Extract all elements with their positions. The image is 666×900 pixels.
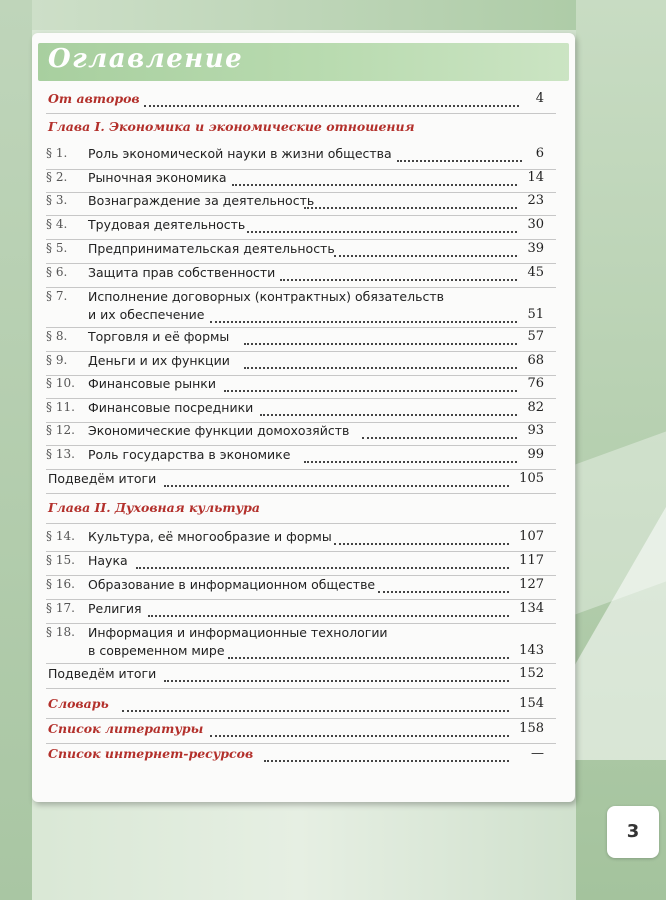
entry-label: Список интернет-ресурсов <box>48 746 254 761</box>
leader-dots <box>232 172 517 186</box>
entry-page: 143 <box>519 643 544 658</box>
toc-entry[interactable] <box>32 601 575 623</box>
divider <box>46 523 556 524</box>
divider <box>46 239 556 240</box>
toc-entry[interactable] <box>32 553 575 575</box>
entry-page: 134 <box>519 601 544 616</box>
entry-page: 30 <box>527 217 544 232</box>
divider <box>46 327 556 328</box>
leader-dots <box>264 748 509 762</box>
entry-label: Деньги и их функции <box>88 353 230 368</box>
section-number: § 5. <box>46 241 68 255</box>
toc-entry[interactable] <box>32 241 575 263</box>
toc-entry[interactable] <box>32 289 575 329</box>
section-number: § 10. <box>46 376 75 390</box>
leader-dots <box>210 309 517 323</box>
toc-entry[interactable] <box>32 265 575 287</box>
leader-dots <box>304 195 517 209</box>
toc-entry[interactable] <box>32 376 575 398</box>
entry-label: Финансовые посредники <box>88 400 254 415</box>
entry-page: 45 <box>527 265 544 280</box>
entry-page: 117 <box>519 553 544 568</box>
chapter-title: Глава II. Духовная культура <box>48 500 260 515</box>
entry-label: Список литературы <box>48 721 204 736</box>
toc-entry[interactable] <box>32 423 575 445</box>
entry-label: Трудовая деятельность <box>88 217 246 232</box>
divider <box>46 215 556 216</box>
section-number: § 16. <box>46 577 75 591</box>
leader-dots <box>244 331 517 345</box>
chapter-heading[interactable] <box>32 500 575 522</box>
toc-entry[interactable] <box>32 529 575 551</box>
toc-card <box>32 33 575 802</box>
toc-entry[interactable] <box>32 721 575 743</box>
entry-page: 76 <box>527 376 544 391</box>
toc-entry[interactable] <box>32 329 575 351</box>
entry-page: — <box>531 746 544 761</box>
entry-label: Исполнение договорных (контрактных) обязательств <box>88 289 444 304</box>
leader-dots <box>334 243 517 257</box>
section-number: § 13. <box>46 447 75 461</box>
section-number: § 14. <box>46 529 75 543</box>
toc-entry[interactable] <box>32 625 575 665</box>
entry-page: 107 <box>519 529 544 544</box>
entry-label: Предпринимательская деятельность <box>88 241 335 256</box>
entry-label: Образование в информационном обществе <box>88 577 376 592</box>
toc-entry[interactable] <box>32 193 575 215</box>
leader-dots <box>280 267 517 281</box>
section-number: § 17. <box>46 601 75 615</box>
entry-label: Наука <box>88 553 128 568</box>
entry-label-continued: в современном мире <box>88 643 225 658</box>
leader-dots <box>247 219 517 233</box>
entry-label: Роль экономической науки в жизни общества <box>88 146 392 161</box>
toc-entry[interactable] <box>32 471 575 493</box>
section-number: § 4. <box>46 217 68 231</box>
section-number: § 2. <box>46 170 68 184</box>
entry-page: 23 <box>527 193 544 208</box>
divider <box>46 623 556 624</box>
entry-page: 105 <box>519 471 544 486</box>
toc-entry[interactable] <box>32 447 575 469</box>
entry-page: 152 <box>519 666 544 681</box>
leader-dots <box>397 148 522 162</box>
entry-page: 82 <box>527 400 544 415</box>
section-number: § 6. <box>46 265 68 279</box>
entry-page: 93 <box>527 423 544 438</box>
divider <box>46 688 556 689</box>
leader-dots <box>362 425 517 439</box>
divider <box>46 575 556 576</box>
page-number: 3 <box>607 806 659 858</box>
entry-label: Торговля и её формы <box>88 329 230 344</box>
entry-page: 127 <box>519 577 544 592</box>
toc-entry[interactable] <box>32 696 575 718</box>
entry-page: 158 <box>519 721 544 736</box>
section-number: § 7. <box>46 289 68 303</box>
section-number: § 15. <box>46 553 75 567</box>
entry-label: Словарь <box>48 696 109 711</box>
entry-page: 99 <box>527 447 544 462</box>
toc-header <box>38 43 569 81</box>
divider <box>46 599 556 600</box>
divider <box>46 493 556 494</box>
leader-dots <box>224 378 517 392</box>
leader-dots <box>260 402 517 416</box>
toc-entry[interactable] <box>32 577 575 599</box>
toc-entry[interactable] <box>32 217 575 239</box>
entry-page: 4 <box>535 91 544 106</box>
entry-page: 6 <box>535 146 544 161</box>
leader-dots <box>164 668 509 682</box>
divider <box>46 113 556 114</box>
leader-dots <box>304 449 517 463</box>
toc-entry[interactable] <box>32 146 575 168</box>
divider <box>46 469 556 470</box>
divider <box>46 263 556 264</box>
entry-label: Религия <box>88 601 142 616</box>
leader-dots <box>122 698 509 712</box>
section-number: § 12. <box>46 423 75 437</box>
background-band-top <box>0 0 666 30</box>
entry-label: Культура, её многообразие и формы <box>88 529 332 544</box>
section-number: § 1. <box>46 146 68 160</box>
toc-entry[interactable] <box>32 170 575 192</box>
toc-title: Оглавление <box>48 44 244 74</box>
entry-label: Экономические функции домохозяйств <box>88 423 350 438</box>
divider <box>46 551 556 552</box>
entry-label: Защита прав собственности <box>88 265 276 280</box>
leader-dots <box>378 579 509 593</box>
entry-label: От авторов <box>48 91 140 106</box>
entry-label: Роль государства в экономике <box>88 447 291 462</box>
section-number: § 11. <box>46 400 75 414</box>
section-number: § 9. <box>46 353 68 367</box>
entry-label: Рыночная экономика <box>88 170 227 185</box>
divider <box>46 398 556 399</box>
divider <box>46 718 556 719</box>
entry-label: Вознаграждение за деятельность <box>88 193 315 208</box>
toc-entry[interactable] <box>32 353 575 375</box>
chapter-heading[interactable] <box>32 119 575 141</box>
divider <box>46 445 556 446</box>
divider <box>46 743 556 744</box>
leader-dots <box>136 555 509 569</box>
entry-label: Информация и информационные технологии <box>88 625 388 640</box>
leader-dots <box>144 93 519 107</box>
leader-dots <box>148 603 509 617</box>
entry-page: 154 <box>519 696 544 711</box>
section-number: § 8. <box>46 329 68 343</box>
leader-dots <box>164 473 509 487</box>
divider <box>46 351 556 352</box>
toc-entry[interactable] <box>32 400 575 422</box>
toc-entry[interactable] <box>32 746 575 768</box>
leader-dots <box>228 645 509 659</box>
entry-page: 51 <box>527 307 544 322</box>
section-number: § 3. <box>46 193 68 207</box>
entry-label: Подведём итоги <box>48 471 157 486</box>
divider <box>46 287 556 288</box>
leader-dots <box>210 723 509 737</box>
entry-page: 68 <box>527 353 544 368</box>
entry-page: 57 <box>527 329 544 344</box>
section-number: § 18. <box>46 625 75 639</box>
chapter-title: Глава I. Экономика и экономические отношения <box>48 119 415 134</box>
entry-label-continued: и их обеспечение <box>88 307 205 322</box>
background-band-left <box>0 0 32 900</box>
toc-entry[interactable] <box>32 91 575 113</box>
divider <box>46 663 556 664</box>
entry-page: 14 <box>527 170 544 185</box>
leader-dots <box>244 355 517 369</box>
leader-dots <box>334 531 509 545</box>
entry-label: Финансовые рынки <box>88 376 216 391</box>
entry-page: 39 <box>527 241 544 256</box>
entry-label: Подведём итоги <box>48 666 157 681</box>
toc-entry[interactable] <box>32 666 575 688</box>
